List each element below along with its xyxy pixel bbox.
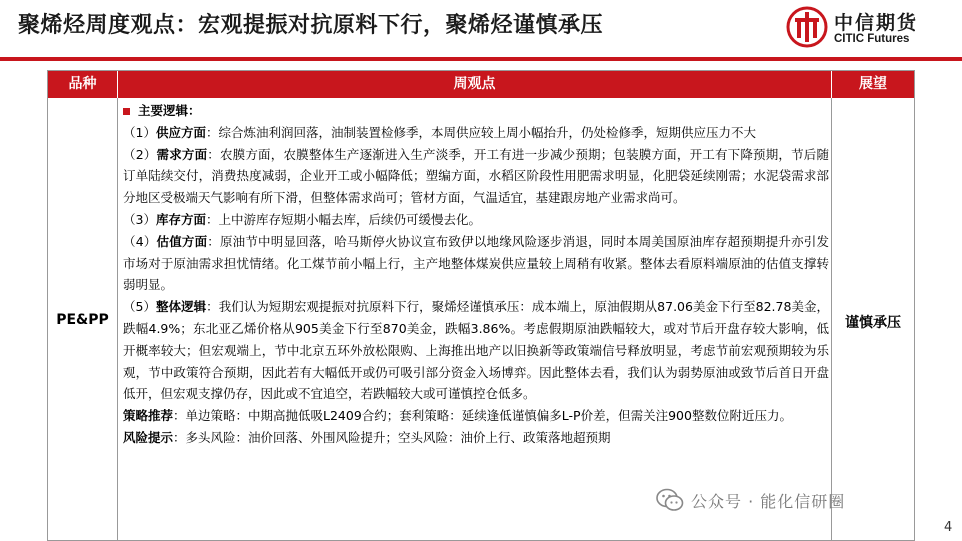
watermark-text: 公众号 · 能化信研圈 [691, 492, 846, 511]
brand-logo [786, 6, 946, 50]
logic-item-supply: （1）供应方面：综合炼油利润回落，油制装置检修季，本周供应较上周小幅抬升，仍处检修季，短期供应压力不大 [123, 124, 756, 140]
main-logic-heading: 主要逻辑： [123, 100, 829, 122]
square-bullet-icon [123, 108, 130, 115]
header-variety: 品种 [48, 71, 118, 98]
variety-cell [48, 98, 118, 541]
header-outlook: 展望 [859, 76, 887, 92]
logic-item-inventory: （3）库存方面：上中游库存短期小幅去库，后续仍可缓慢去化。 [123, 211, 481, 227]
outlook-value: 谨慎承压 [845, 315, 901, 331]
wechat-icon [655, 487, 685, 513]
logic-item-demand: （2）需求方面：农膜方面，农膜整体生产逐渐进入生产淡季，开工有进一步减少预期；包装膜方面，开工有下降预期，节后随订单陆续交付，消费热度减弱，企业开工或小幅降低；塑编方面，水稻区阶段性用肥需求明显，化肥袋延续刚需；水泥袋需求部分地区受极端天气影响有所下滑，但整体需求尚可；管材方面，气温适宜，基建跟房地产业需求尚可。 [123, 146, 829, 206]
risk-warning: 风险提示：多头风险：油价回落、外围风险提升；空头风险：油价上行、政策落地超预期 [123, 429, 611, 445]
strategy-recommendation: 策略推荐：单边策略：中期高抛低吸L2409合约；套利策略：延续逢低谨慎偏多L-P价差，但需关注900整数位附近压力。 [123, 408, 792, 424]
page-number: 4 [944, 520, 953, 535]
header-view: 周观点 [118, 71, 832, 98]
slide-title: 聚烯烃周度观点：宏观提振对抗原料下行，聚烯烃谨慎承压 [18, 13, 604, 38]
watermark [655, 483, 945, 517]
logic-item-valuation: （4）估值方面：原油节中明显回落，哈马斯停火协议宣布致伊以地缘风险逐步消退，同时本周美国原油库存超预期提升亦引发市场对于原油需求担忧情绪。化工煤节前小幅上行，主产地整体煤炭供应量较上周稍有收紧。整体去看原料端原油的估值支撑转弱明显。 [123, 233, 829, 293]
variety-value: PE&PP [56, 312, 109, 328]
brand-name-en: CITIC Futures [834, 33, 910, 45]
view-cell [118, 98, 832, 541]
weekly-view-table [47, 70, 915, 541]
view-content [123, 100, 829, 449]
title-divider [0, 57, 962, 61]
brand-name-cn: 中信期货 [834, 12, 919, 34]
logic-item-overall: （5）整体逻辑：我们认为短期宏观提振对抗原料下行，聚烯烃谨慎承压：成本端上，原油假期从87.06美金下行至82.78美金，跌幅4.9%；东北亚乙烯价格从905美金下行至870美金，跌幅3.86%。考虑假期原油跌幅较大，或对节后开盘存较大影响，低开概率较大；但宏观端上，节中北京五环外放松限购、上海推出地产以旧换新等政策端信号释放明显，考虑节前宏观预期较为乐观，节中政策符合预期，因此若有大幅低开或仍可吸引部分资金入场博弈。因此整体去看，我们认为弱势原油或致节后首日开盘低开，但宏观支撑仍存，因此或不宜追空，若跌幅较大或可谨慎控仓低多。 [123, 299, 830, 402]
table-header [48, 71, 914, 98]
citic-logo-icon [786, 6, 828, 48]
outlook-cell [832, 98, 914, 541]
